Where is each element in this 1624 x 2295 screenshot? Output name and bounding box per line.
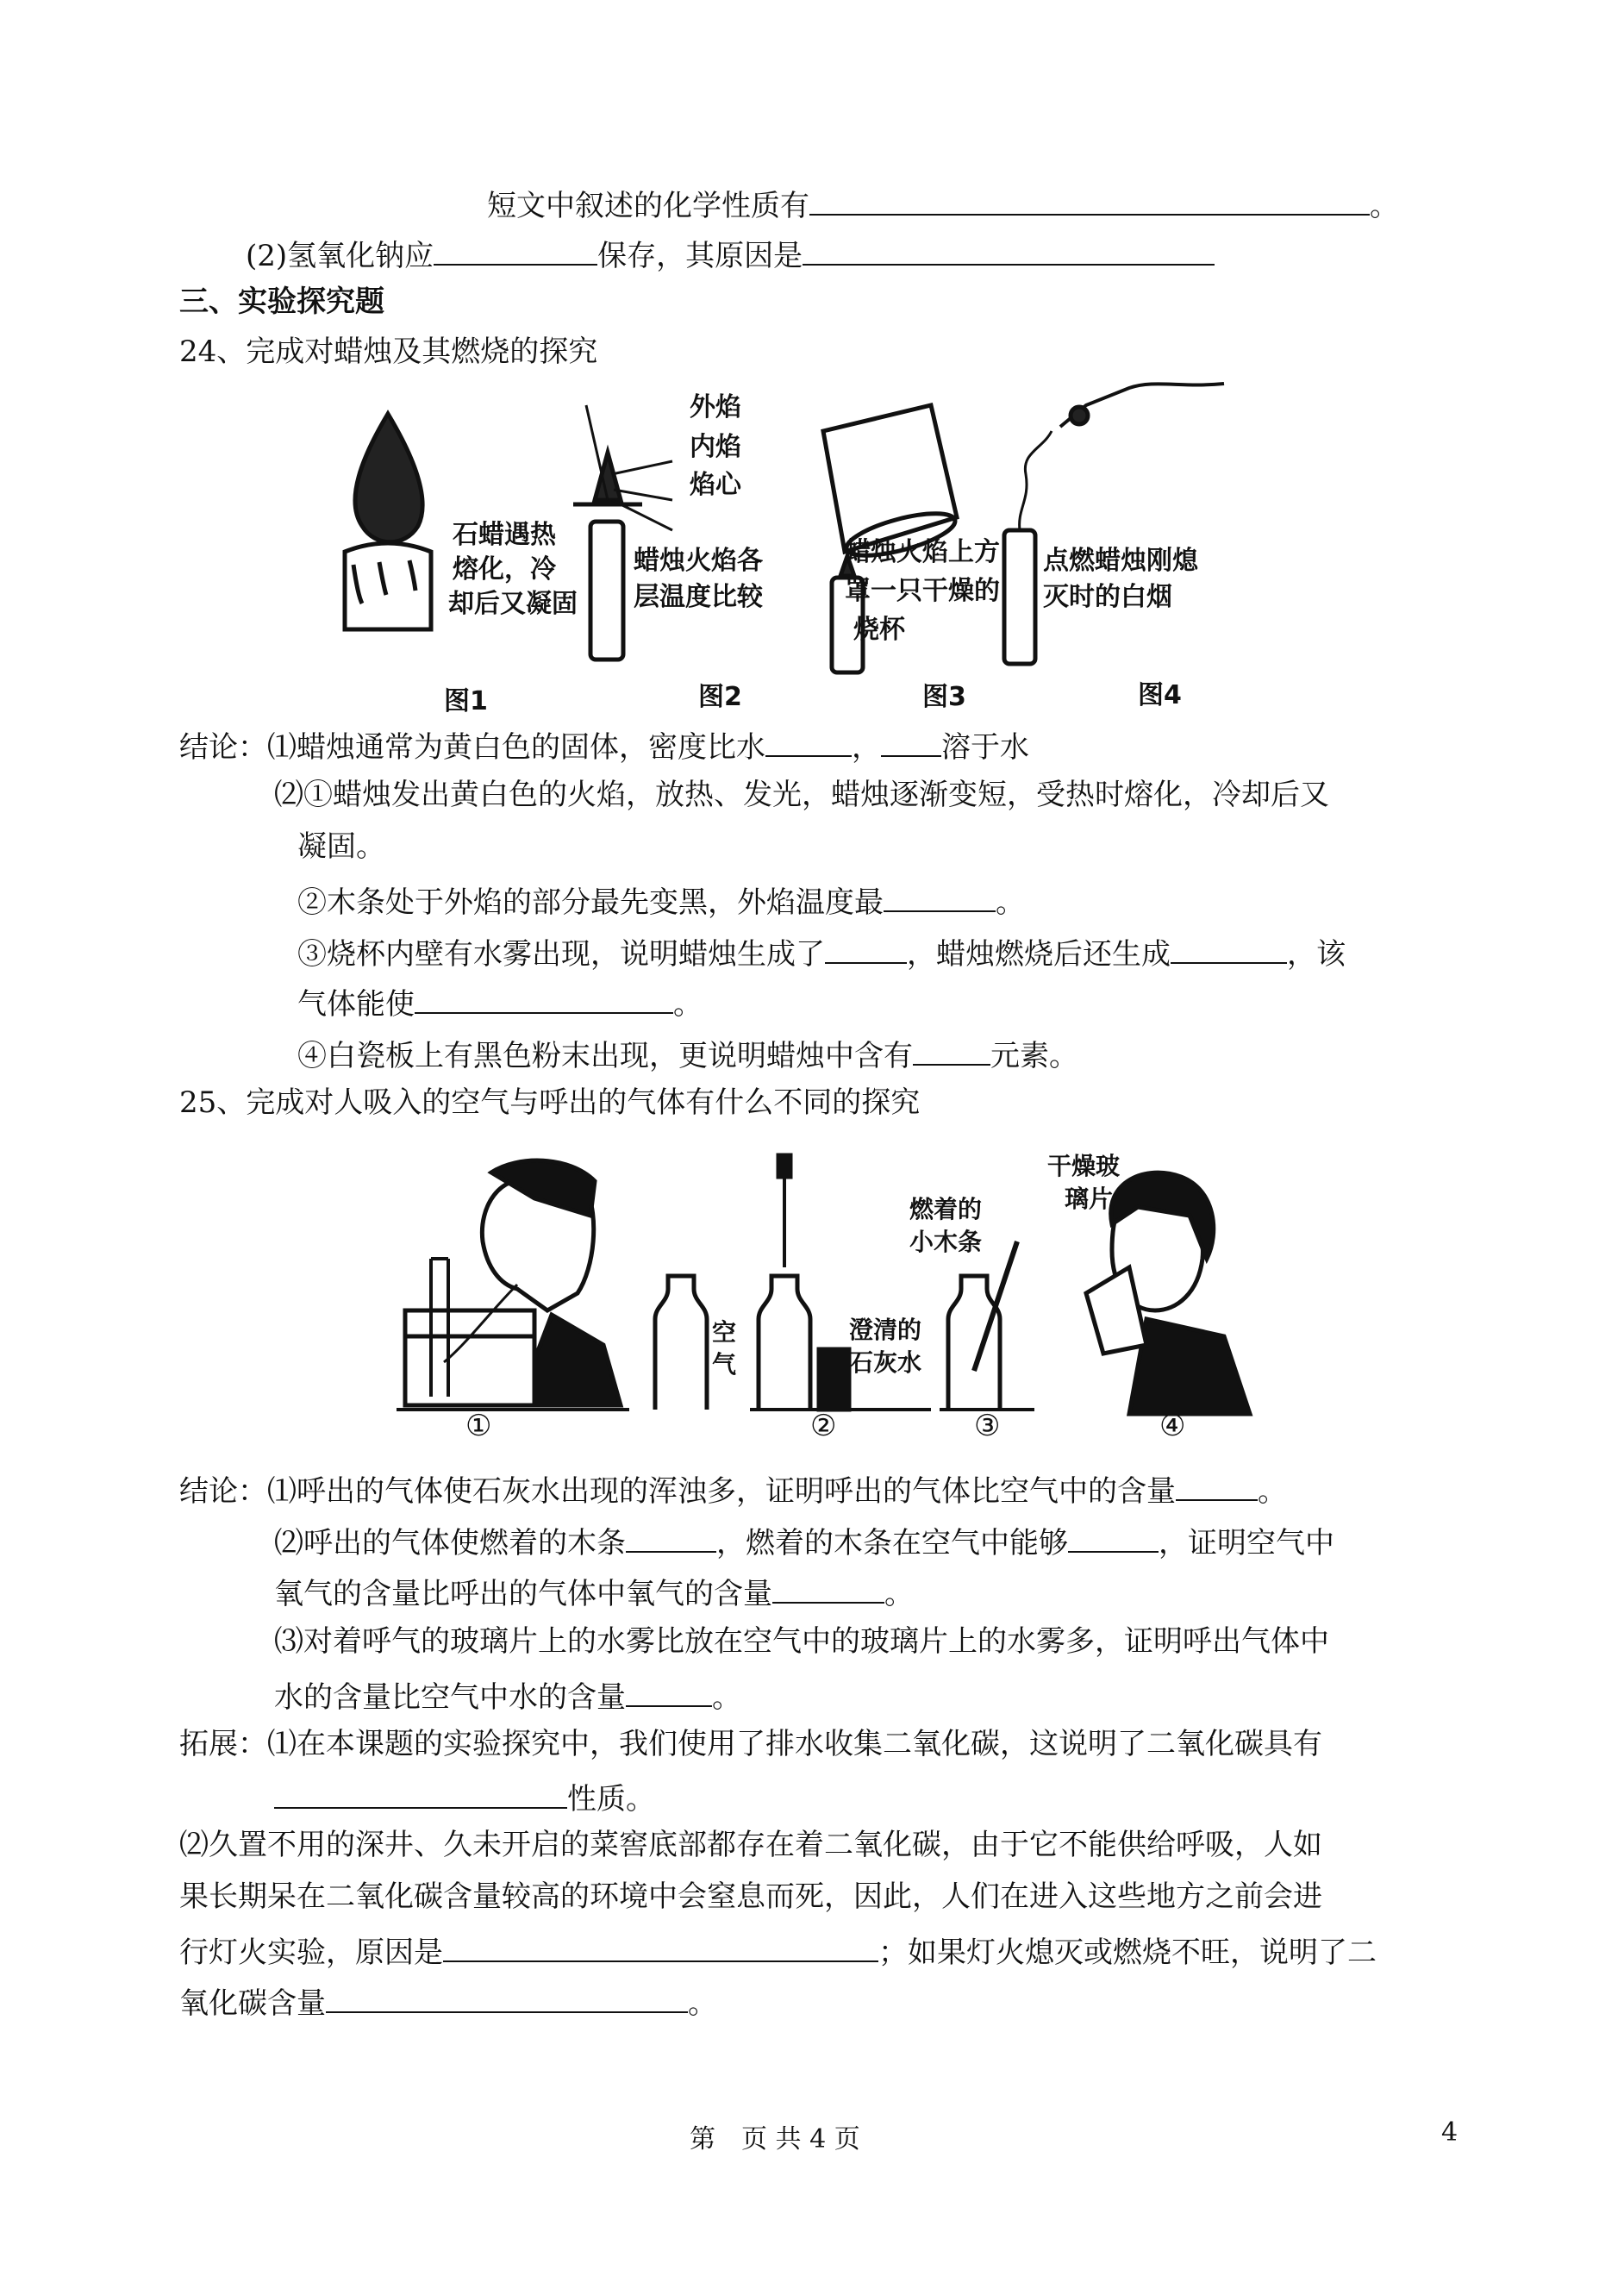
fig2-text-line: 蜡烛火焰各 [634, 546, 763, 576]
figure4-candle-hand [1004, 384, 1224, 664]
fig2-text-line: 层温度比较 [634, 582, 763, 612]
extension-1b: 性质。 [274, 1776, 655, 1818]
figure-caption: ③ [974, 1409, 1001, 1443]
answer-blank[interactable] [626, 1520, 716, 1553]
label-dry-glass: 璃片 [1065, 1185, 1114, 1213]
answer-blank[interactable] [913, 1033, 990, 1066]
answer-blank[interactable] [626, 1674, 712, 1707]
label-dry-glass: 干燥玻 [1047, 1152, 1121, 1180]
question-24: 24、完成对蜡烛及其燃烧的探究 [179, 335, 598, 369]
answer-blank[interactable] [326, 1980, 688, 2013]
question-25: 25、完成对人吸入的空气与呼出的气体有什么不同的探究 [179, 1085, 921, 1120]
extension-2-line4: 氧化碳含量 。 [179, 1980, 717, 2023]
conclusion-25-5: 水的含量比空气中水的含量 。 [274, 1674, 741, 1717]
label-burning-stick: 小木条 [909, 1228, 983, 1256]
fig4-text-line: 灭时的白烟 [1043, 582, 1172, 612]
section-title: 三、实验探究题 [179, 285, 384, 319]
answer-blank[interactable] [881, 724, 941, 757]
extension-2-line1: ⑵久置不用的深井、久未开启的菜窖底部都存在着二氧化碳，由于它不能供给呼吸，人如 [179, 1828, 1322, 1862]
conclusion-2a: ⑵①蜡烛发出黄白色的火焰，放热、发光，蜡烛逐渐变短，受热时熔化，冷却后又 [274, 778, 1329, 812]
fig1-text-line: 石蜡遇热 [453, 520, 556, 550]
extension-2-line3: 行灯火实验，原因是 ；如果灯火熄灭或燃烧不旺，说明了二 [179, 1929, 1377, 1972]
conclusion-1: 结论：⑴蜡烛通常为黄白色的固体，密度比水 ， 溶于水 [179, 724, 1029, 766]
answer-blank[interactable] [825, 931, 907, 964]
label-burning-stick: 燃着的 [909, 1195, 983, 1223]
fig3-text-line: 蜡烛火焰上方 [845, 537, 1000, 567]
label-limewater: 澄清的 [849, 1316, 922, 1344]
fig3-text-line: 罩一只干燥的 [845, 576, 1000, 606]
figure-caption: ④ [1159, 1409, 1186, 1443]
line-chemical-properties: 短文中叙述的化学性质有 。 [487, 183, 1399, 225]
answer-blank[interactable] [884, 879, 996, 912]
figure-caption: 图1 [444, 686, 488, 716]
page-footer: 第 页 共 4 页 [690, 2124, 860, 2154]
conclusion-2b: 凝固。 [297, 829, 385, 864]
line-naoh-storage: (2)氢氧化钠应 保存，其原因是 [246, 233, 1215, 275]
figure-caption: ② [810, 1409, 837, 1443]
figure1-candle [345, 414, 431, 629]
label-air: 气 [712, 1350, 737, 1379]
answer-blank[interactable] [1068, 1520, 1159, 1553]
conclusion-25-4: ⑶对着呼气的玻璃片上的水雾比放在空气中的玻璃片上的水雾多，证明呼出气体中 [274, 1624, 1329, 1659]
candle-experiment-figure [328, 379, 1293, 724]
answer-blank[interactable] [415, 981, 673, 1014]
bottle-burning-stick [940, 1241, 1034, 1410]
label-limewater: 石灰水 [849, 1348, 922, 1377]
extension-1: 拓展：⑴在本课题的实验探究中，我们使用了排水收集二氧化碳，这说明了二氧化碳具有 [179, 1727, 1322, 1761]
conclusion-3: ②木条处于外焰的部分最先变黑，外焰温度最 。 [297, 879, 1025, 922]
fig1-text-line: 熔化，冷 [453, 554, 556, 585]
conclusion-25-1: 结论：⑴呼出的气体使石灰水出现的浑浊多，证明呼出的气体比空气中的含量 。 [179, 1468, 1287, 1510]
fig1-text-line: 却后又凝固 [448, 589, 578, 619]
fig3-text-line: 烧杯 [853, 615, 905, 645]
figure-caption: 图2 [698, 682, 742, 712]
label-inner-flame: 内焰 [690, 432, 741, 462]
extension-2-line2: 果长期呆在二氧化碳含量较高的环境中会窒息而死，因此，人们在进入这些地方之前会进 [179, 1879, 1322, 1914]
figure-caption: 图3 [922, 682, 966, 712]
answer-blank[interactable] [809, 183, 1370, 216]
answer-blank[interactable] [443, 1929, 878, 1962]
figure-person-left [397, 1160, 629, 1410]
answer-blank[interactable] [1176, 1468, 1258, 1501]
answer-blank[interactable] [274, 1776, 567, 1809]
answer-blank[interactable] [1171, 931, 1287, 964]
figure-caption: ① [465, 1409, 492, 1443]
answer-blank[interactable] [765, 724, 852, 757]
label-outer-flame: 外焰 [690, 392, 741, 422]
conclusion-6: ④白瓷板上有黑色粉末出现，更说明蜡烛中含有 元素。 [297, 1033, 1078, 1075]
figure2-candle [573, 405, 672, 660]
bottle-air [655, 1276, 707, 1410]
conclusion-4: ③烧杯内壁有水雾出现，说明蜡烛生成了 ，蜡烛燃烧后还生成 ，该 [297, 931, 1346, 973]
conclusion-25-3: 氧气的含量比呼出的气体中氧气的含量 。 [274, 1571, 914, 1613]
fig4-text-line: 点燃蜡烛刚熄 [1043, 546, 1198, 576]
breath-experiment-figure [397, 1138, 1259, 1448]
answer-blank[interactable] [772, 1571, 884, 1604]
conclusion-5: 气体能使 。 [297, 981, 703, 1023]
page-number: 4 [1441, 2117, 1458, 2148]
figure-caption: 图4 [1138, 680, 1182, 710]
label-air: 空 [712, 1318, 737, 1347]
label-flame-core: 焰心 [690, 470, 741, 500]
conclusion-25-2: ⑵呼出的气体使燃着的木条 ，燃着的木条在空气中能够 ，证明空气中 [274, 1520, 1334, 1562]
answer-blank[interactable] [434, 233, 597, 266]
answer-blank[interactable] [803, 233, 1215, 266]
